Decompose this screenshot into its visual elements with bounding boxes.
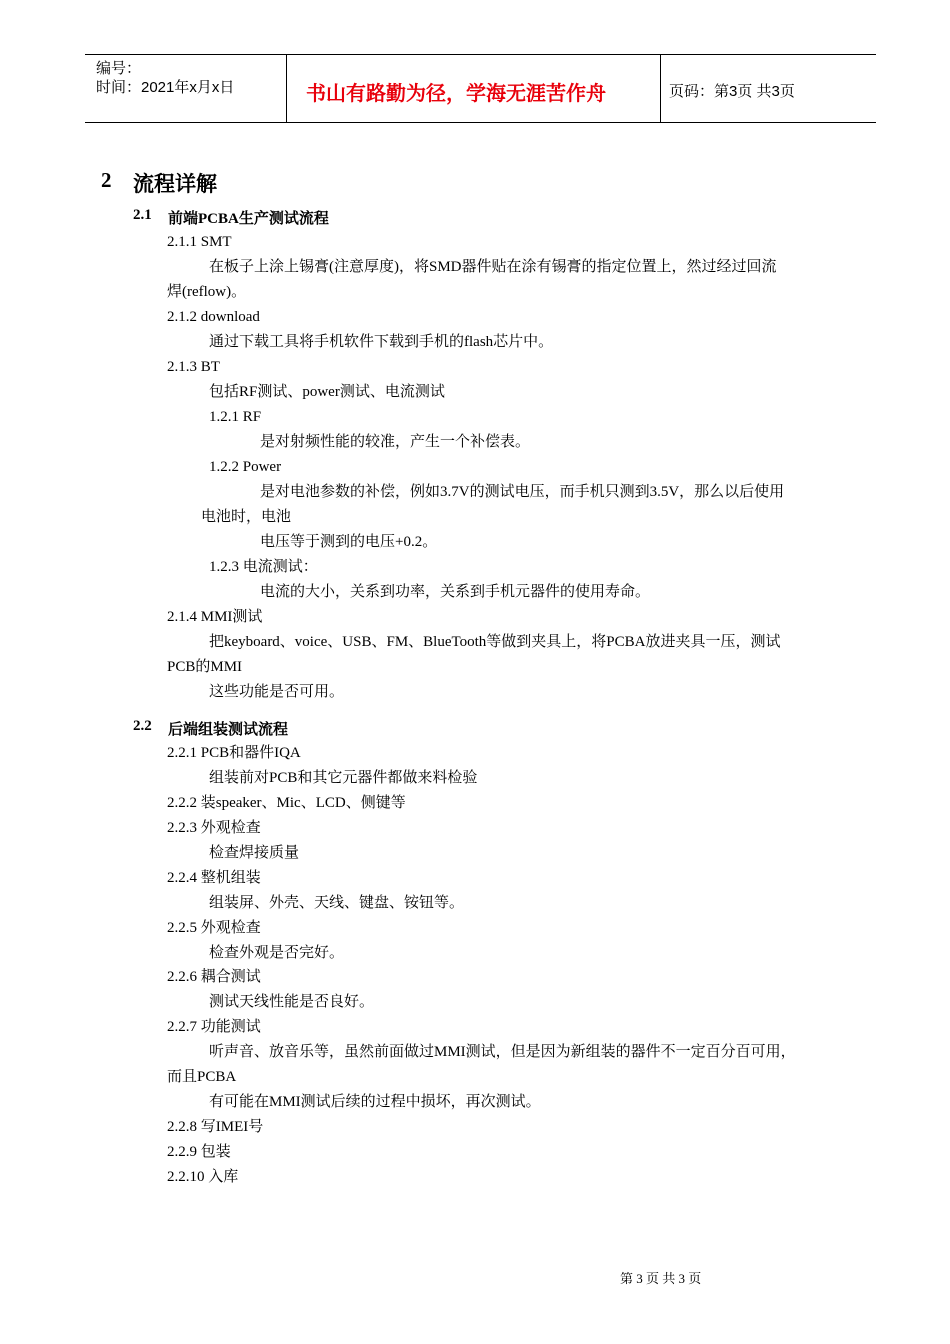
item-text: 而且PCBA <box>167 1069 237 1085</box>
item-heading: 2.2.9 包装 <box>167 1144 231 1160</box>
item-text: 焊(reflow)。 <box>167 284 247 300</box>
subitem-text: 是对射频性能的较准，产生一个补偿表。 <box>260 434 531 450</box>
item-heading: 2.2.1 PCB和器件IQA <box>167 745 301 761</box>
item-heading: 2.1.3 BT <box>167 359 220 375</box>
section-title: 流程详解 <box>133 172 217 196</box>
item-text: 测试天线性能是否良好。 <box>209 994 375 1010</box>
header-top-border <box>85 54 876 55</box>
header-divider-left <box>286 54 287 123</box>
item-heading: 2.2.2 装speaker、Mic、LCD、侧键等 <box>167 795 406 811</box>
item-text: 检查焊接质量 <box>209 845 300 861</box>
item-heading: 2.2.4 整机组装 <box>167 870 261 886</box>
subitem-text: 电压等于测到的电压+0.2。 <box>260 534 438 550</box>
subitem-heading: 1.2.1 RF <box>209 409 262 425</box>
item-text: 在板子上涂上锡膏(注意厚度)，将SMD器件贴在涂有锡膏的指定位置上，然过经过回流 <box>209 259 777 275</box>
header-date-label: 时间：2021年x月x日 <box>96 79 235 96</box>
header-motto: 书山有路勤为径，学海无涯苦作舟 <box>306 81 606 105</box>
item-text: 包括RF测试、power测试、电流测试 <box>209 384 445 400</box>
item-heading: 2.1.2 download <box>167 309 260 325</box>
subsection-title: 前端PCBA生产测试流程 <box>168 211 329 227</box>
item-text: 听声音、放音乐等，虽然前面做过MMI测试，但是因为新组装的器件不一定百分百可用， <box>209 1044 796 1060</box>
header-page-label: 页码：第3页 共3页 <box>669 83 795 100</box>
subitem-text: 是对电池参数的补偿，例如3.7V的测试电压，而手机只测到3.5V，那么以后使用 <box>260 484 785 500</box>
item-text: 有可能在MMI测试后续的过程中损坏，再次测试。 <box>209 1094 541 1110</box>
item-text: 检查外观是否完好。 <box>209 945 345 961</box>
subitem-text: 电流的大小，关系到功率，关系到手机元器件的使用寿命。 <box>260 584 651 600</box>
item-text: 组装前对PCB和其它元器件都做来料检验 <box>209 770 478 786</box>
item-heading: 2.2.6 耦合测试 <box>167 969 261 985</box>
item-heading: 2.1.1 SMT <box>167 234 232 250</box>
section-number: 2 <box>101 168 112 192</box>
subitem-text: 电池时，电池 <box>201 509 292 525</box>
item-text: 把keyboard、voice、USB、FM、BlueTooth等做到夹具上，将PCBA放进夹具一压，测试 <box>209 634 781 650</box>
item-heading: 2.2.3 外观检查 <box>167 820 261 836</box>
page-footer: 第 3 页 共 3 页 <box>620 1271 702 1286</box>
subitem-heading: 1.2.2 Power <box>209 459 282 475</box>
item-heading: 2.2.10 入库 <box>167 1169 239 1185</box>
item-text: 这些功能是否可用。 <box>209 684 345 700</box>
item-heading: 2.2.8 写IMEI号 <box>167 1119 264 1135</box>
item-heading: 2.2.5 外观检查 <box>167 920 261 936</box>
item-text: 通过下载工具将手机软件下载到手机的flash芯片中。 <box>209 334 554 350</box>
subitem-heading: 1.2.3 电流测试： <box>209 559 318 575</box>
header-bottom-border <box>85 122 876 123</box>
subsection-number: 2.1 <box>133 207 152 223</box>
header-divider-right <box>660 54 661 123</box>
item-text: 组装屏、外壳、天线、键盘、铵钮等。 <box>209 895 465 911</box>
item-text: PCB的MMI <box>167 659 243 675</box>
item-heading: 2.2.7 功能测试 <box>167 1019 261 1035</box>
header-number-label: 编号： <box>96 60 142 77</box>
subsection-title: 后端组装测试流程 <box>168 722 289 738</box>
item-heading: 2.1.4 MMI测试 <box>167 609 263 625</box>
subsection-number: 2.2 <box>133 718 152 734</box>
